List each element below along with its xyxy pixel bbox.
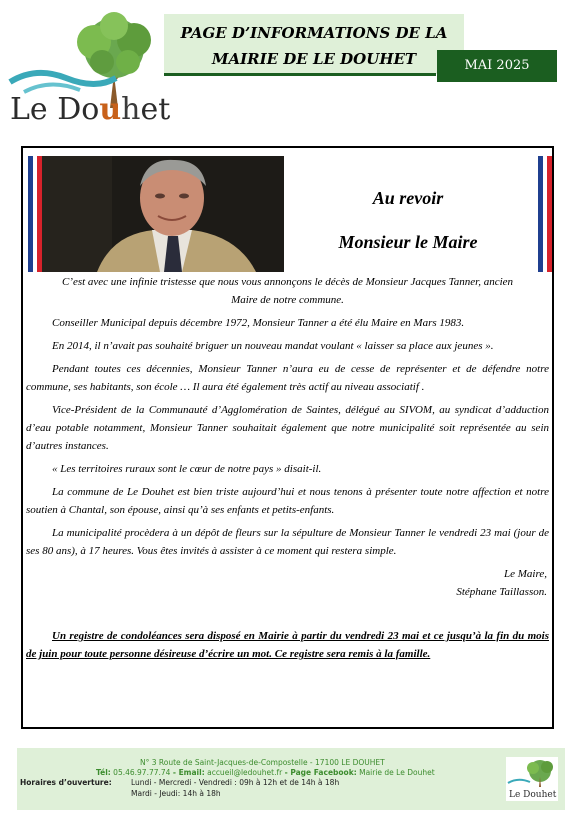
footer-address: N° 3 Route de Saint-Jacques-de-Compostelle - 17100 LE DOUHET [140, 758, 385, 767]
paragraph: C’est avec une infinie tristesse que nous vous annonçons le décès de Monsieur Jacques Tanner, ancien Maire de notre commune. [61, 276, 514, 306]
signature-title: Le Maire, [504, 568, 547, 580]
small-le-douhet-logo [506, 757, 558, 801]
page-title: PAGE D’INFORMATIONS DE LA MAIRIE DE LE DOUHET [180, 24, 448, 68]
paragraph: Pendant toutes ces décennies, Monsieur Tanner n’aura eu de cesse de représenter et de défendre notre commune, ses habitants, son école … Il aura été également très actif au niveau associatif . [26, 363, 549, 393]
portrait-photo [42, 156, 284, 272]
issue-date: MAI 2025 [437, 50, 557, 82]
logo-wordmark: Le Douhet [10, 92, 171, 127]
french-flag-right [538, 156, 552, 272]
hours-line-1: Lundi - Mercredi - Vendredi : 09h à 12h et de 14h à 18h [131, 778, 340, 787]
email-link[interactable]: accueil@ledouhet.fr [207, 768, 283, 777]
hours-label: Horaires d’ouverture: [20, 778, 112, 787]
article-body [26, 273, 549, 668]
footer-contact: Tél: 05.46.97.77.74 - Email: accueil@ledouhet.fr - Page Facebook: Mairie de Le Douhet [96, 768, 435, 777]
facebook-link[interactable]: Mairie de Le Douhet [359, 768, 435, 777]
header-divider [164, 73, 436, 76]
paragraph: La commune de Le Douhet est bien triste aujourd’hui et nous tenons à présenter toute notre affection et notre soutien à Chantal, son épouse, ainsi qu’à ses enfants et petits-enfants. [26, 486, 549, 516]
french-flag-left [28, 156, 42, 272]
paragraph: La municipalité procèdera à un dépôt de fleurs sur la sépulture de Monsieur Tanner le vendredi 23 mai (jour de ses 80 ans), à 17 heures. Vous êtes invités à assister à ce moment qui restera simple. [26, 527, 549, 557]
svg-text:Le Douhet: Le Douhet [509, 790, 557, 800]
article-title: Au revoir Monsieur le Maire [338, 188, 478, 252]
paragraph: « Les territoires ruraux sont le cœur de notre pays » disait-il. [52, 463, 322, 475]
paragraph: En 2014, il n’avait pas souhaité briguer un nouveau mandat voulant « laisser sa place aux jeunes ». [52, 340, 494, 352]
condolence-notice: Un registre de condoléances sera disposé en Mairie à partir du vendredi 23 mai et ce jusqu’à la fin du mois de juin pour toute personne désireuse d’écrire un mot. Ce registre sera remis à la famille. [26, 630, 549, 660]
paragraph: Conseiller Municipal depuis décembre 1972, Monsieur Tanner a été élu Maire en Mars 1983. [52, 317, 465, 329]
hours-line-2: Mardi - Jeudi: 14h à 18h [131, 789, 221, 798]
paragraph: Vice-Président de la Communauté d’Agglomération de Saintes, délégué au SIVOM, au syndicat d’adduction d’eau potable notamment, Monsieur Tanner souhaitait également que notre municipalité soit représentée au sein d’autres instances. [26, 404, 549, 452]
signature-name: Stéphane Taillasson. [456, 586, 547, 598]
